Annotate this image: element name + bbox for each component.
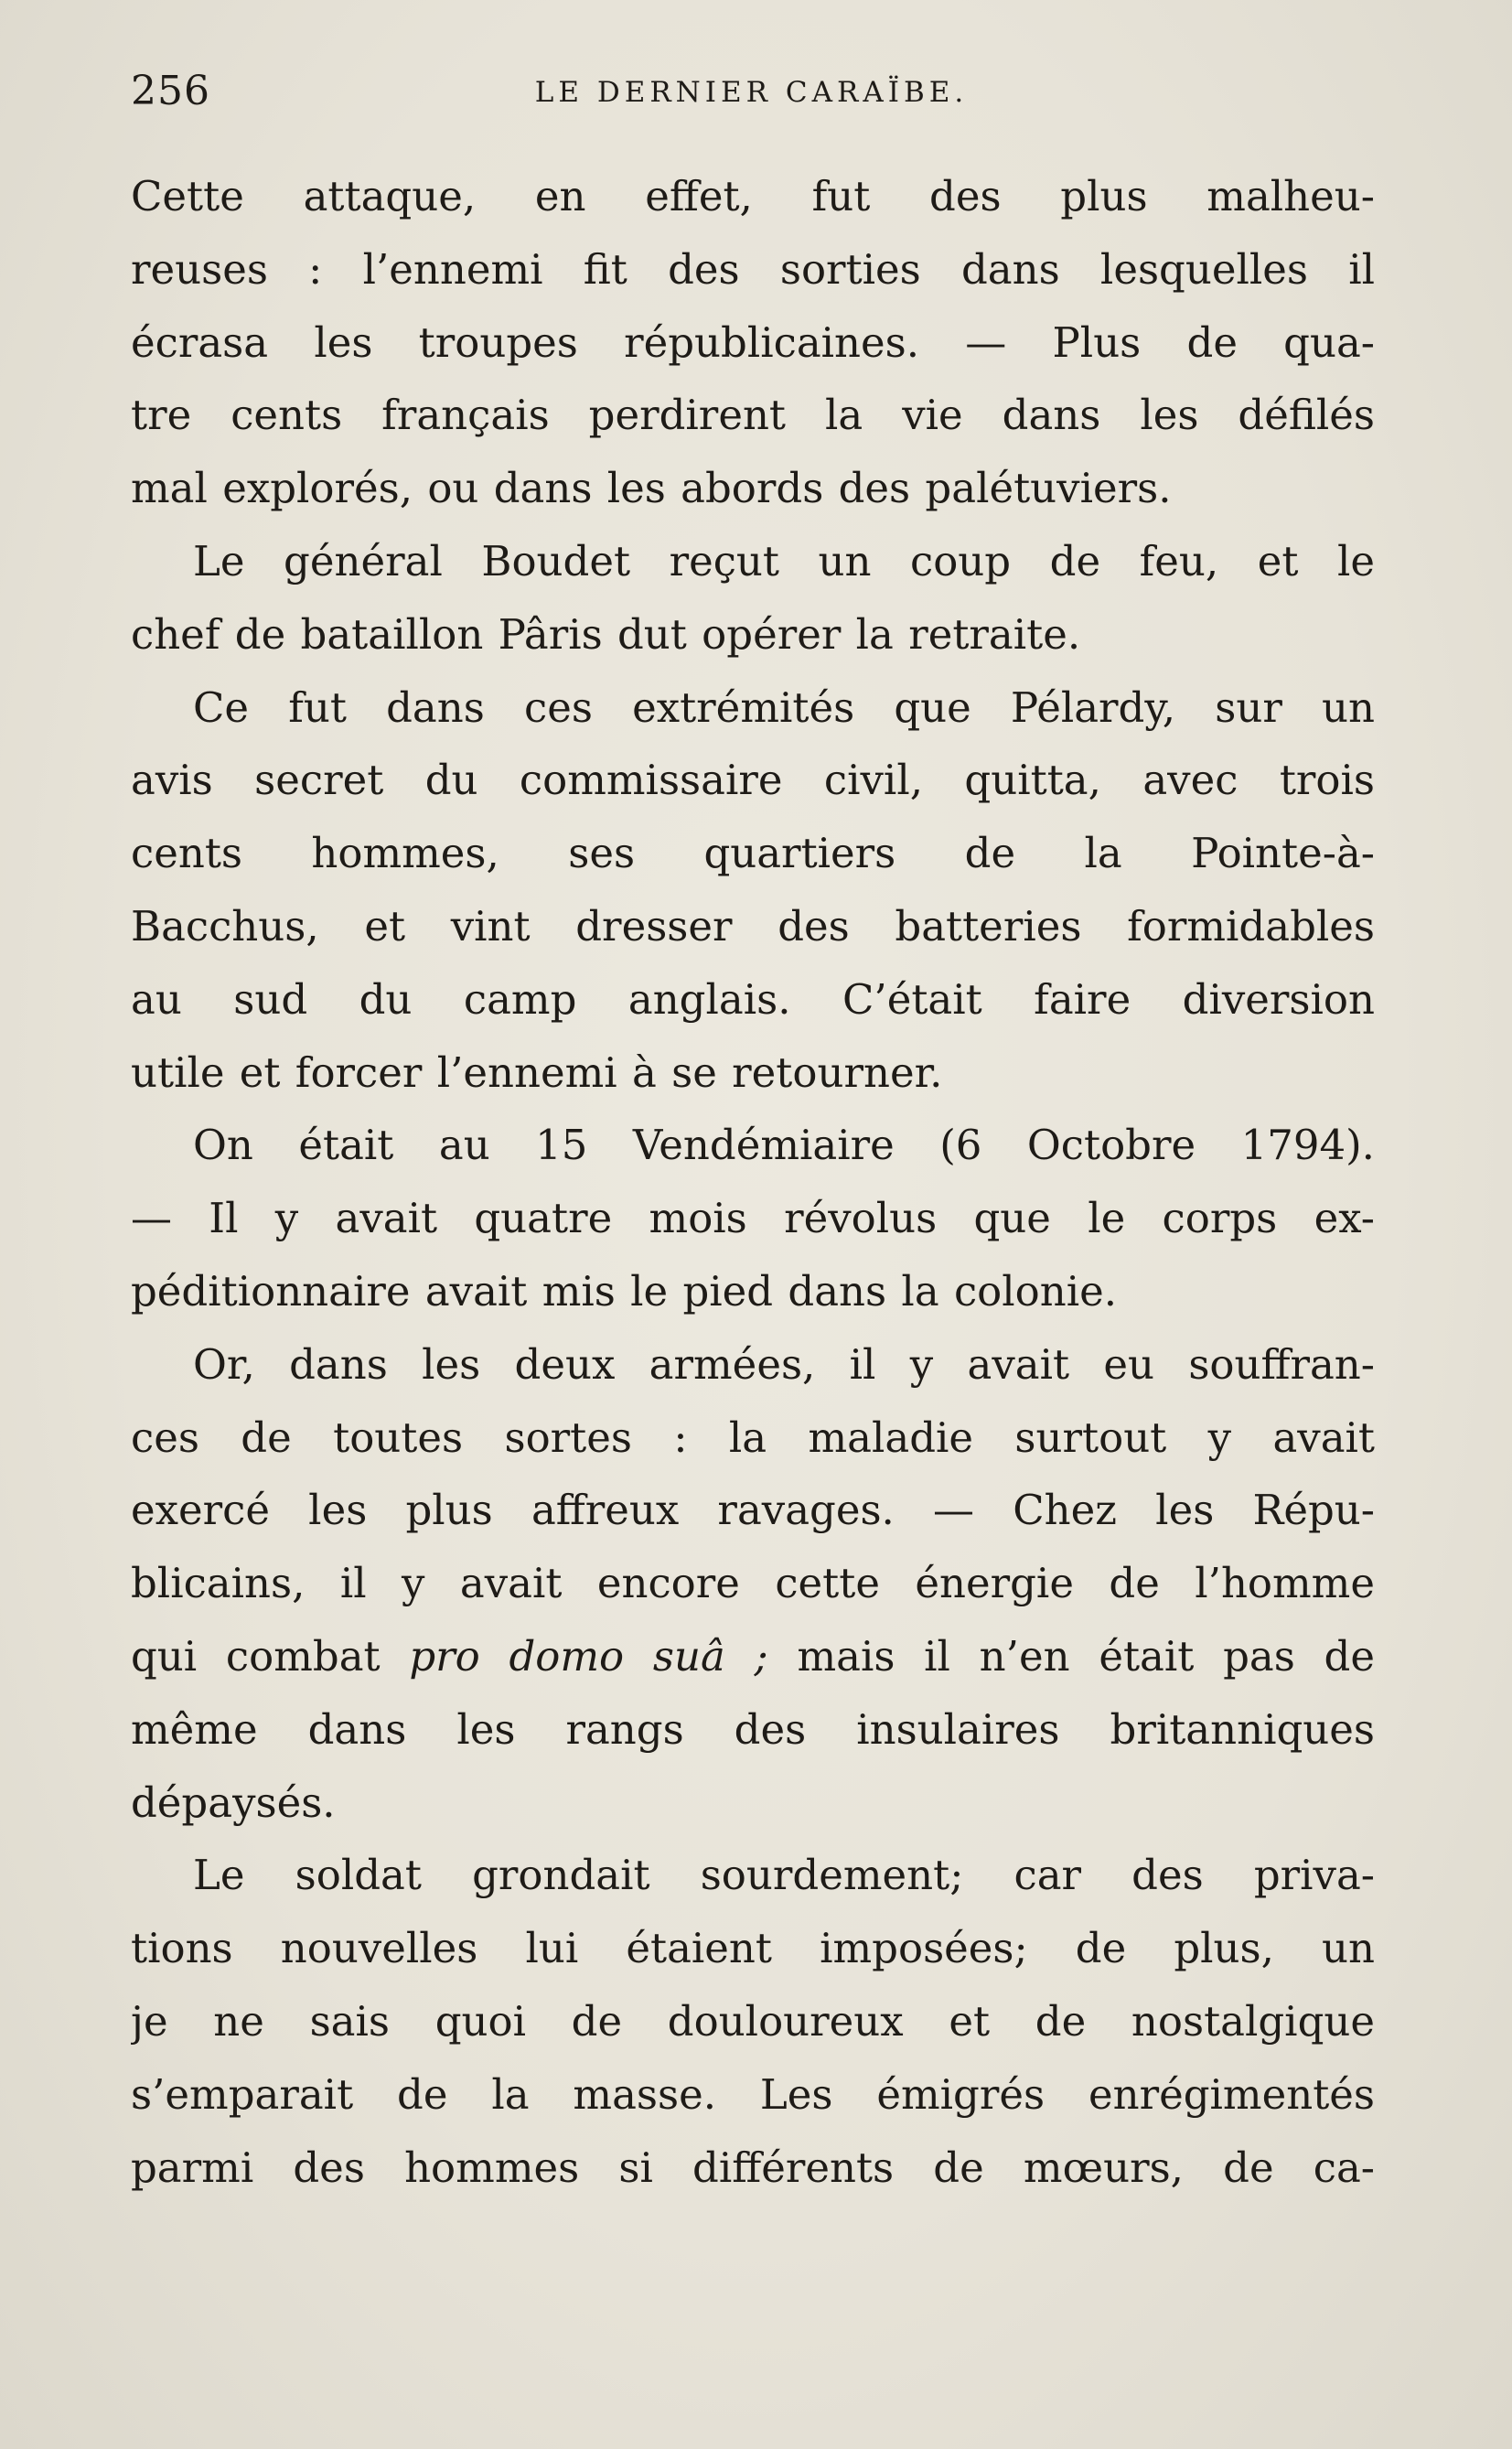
text-line: avis secret du commissaire civil, quitta, avec trois (131, 756, 1375, 805)
text-line: tre cents français perdirent la vie dans les défilés (131, 391, 1375, 440)
text-line: dépaysés. (131, 1778, 336, 1827)
latin-phrase: pro domo suâ ; (409, 1631, 768, 1681)
text-line: s’emparait de la masse. Les émigrés enrégimentés (131, 2069, 1375, 2119)
text-line: cents hommes, ses quartiers de la Pointe-à- (131, 829, 1375, 878)
text-line: au sud du camp anglais. C’était faire diversion (131, 974, 1375, 1024)
text-line: Le général Boudet reçut un coup de feu, et le (193, 536, 1375, 585)
text-line: ces de toutes sortes : la maladie surtout y avait (131, 1412, 1375, 1462)
text-line: mal explorés, ou dans les abords des palétuviers. (131, 464, 1172, 513)
text-line: Le soldat grondait sourdement; car des priva- (193, 1851, 1375, 1900)
text-segment: qui combat (131, 1631, 410, 1681)
text-line: Ce fut dans ces extrémités que Pélardy, sur un (193, 682, 1375, 732)
body-text (131, 160, 1375, 2204)
text-line: reuses : l’ennemi fit des sorties dans lesquelles il (131, 244, 1375, 294)
text-line: blicains, il y avait encore cette énergie de l’homme (131, 1559, 1375, 1608)
text-line: — Il y avait quatre mois révolus que le corps ex- (131, 1194, 1375, 1243)
page-header (131, 64, 1372, 119)
text-line: je ne sais quoi de douloureux et de nostalgique (131, 1996, 1375, 2046)
text-line: chef de bataillon Pâris dut opérer la retraite. (131, 609, 1081, 659)
text-line: écrasa les troupes républicaines. — Plus de qua- (131, 317, 1375, 367)
text-line (131, 1620, 1375, 1693)
text-line: utile et forcer l’ennemi à se retourner. (131, 1047, 943, 1097)
text-line: tions nouvelles lui étaient imposées; de plus, un (131, 1924, 1375, 1973)
text-line: exercé les plus affreux ravages. — Chez les Répu- (131, 1486, 1375, 1535)
text-segment: mais il n’en était pas de (767, 1631, 1375, 1681)
text-line: Or, dans les deux armées, il y avait eu souffran- (193, 1339, 1375, 1389)
text-line: péditionnaire avait mis le pied dans la colonie. (131, 1266, 1118, 1316)
text-line: Cette attaque, en effet, fut des plus malheu- (131, 172, 1375, 220)
text-line: parmi des hommes si différents de mœurs, de ca- (131, 2143, 1375, 2192)
text-line: Bacchus, et vint dresser des batteries formidables (131, 901, 1375, 951)
running-title: LE DERNIER CARAÏBE. (534, 76, 969, 109)
page-number: 256 (131, 68, 210, 114)
text-line: même dans les rangs des insulaires britanniques (131, 1704, 1375, 1754)
text-line: On était au 15 Vendémiaire (6 Octobre 1794). (193, 1121, 1375, 1170)
